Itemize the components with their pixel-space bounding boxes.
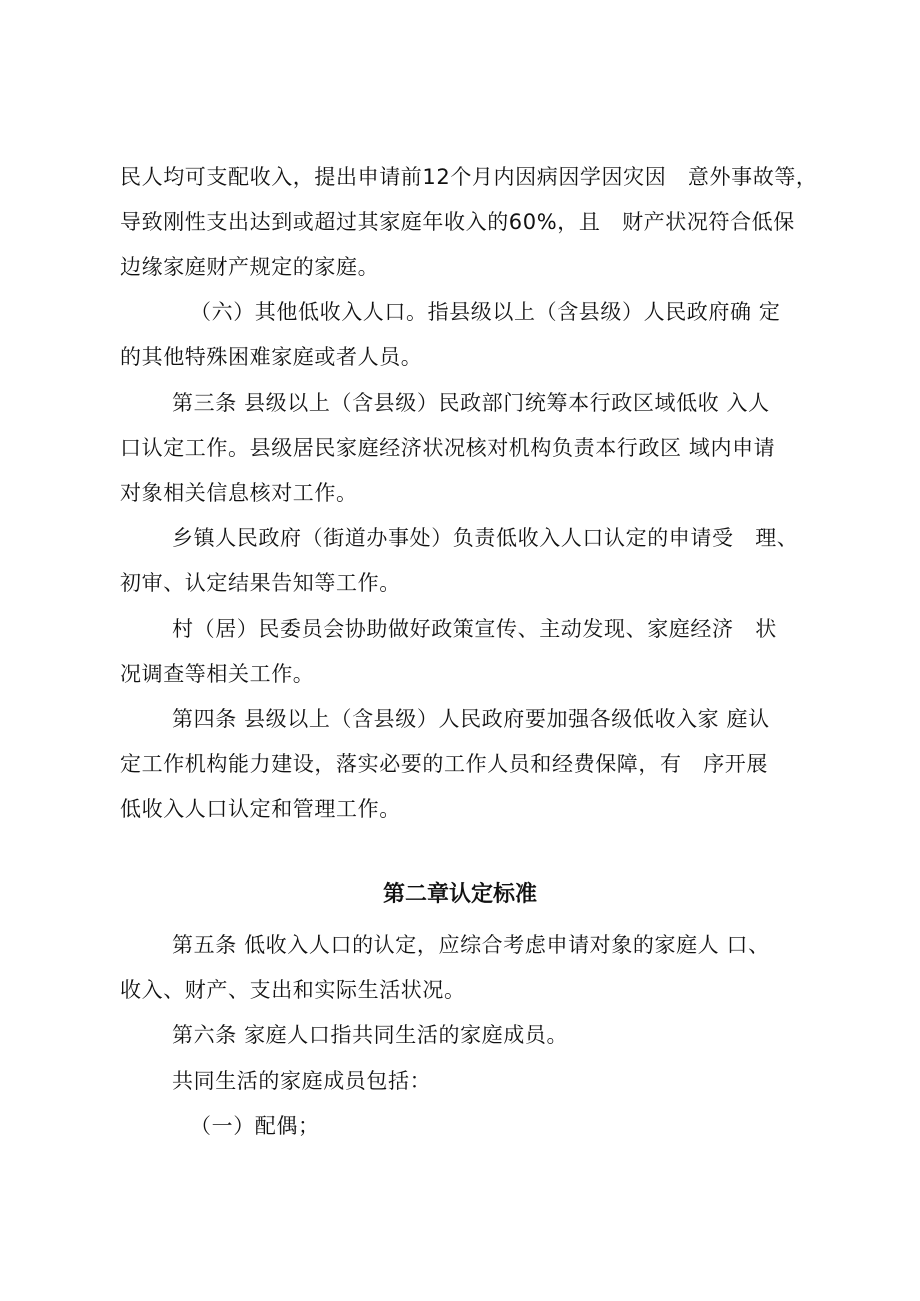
text-line: 民人均可支配收入，提出申请前12个月内因病因学因灾因 意外事故等， (120, 165, 818, 189)
text-line: 第五条 低收入人口的认定，应综合考虑申请对象的家庭人 口、 (172, 933, 770, 957)
text-line: 收入、财产、支出和实际生活状况。 (120, 978, 466, 1002)
text-line: 第三条 县级以上（含县级）民政部门统筹本行政区域低收 入人 (172, 391, 770, 415)
text-line: 对象相关信息核对工作。 (120, 481, 358, 505)
text-line: 的其他特殊困难家庭或者人员。 (120, 345, 423, 369)
text-line: 边缘家庭财产规定的家庭。 (120, 255, 380, 279)
text-line: 初审、认定结果告知等工作。 (120, 571, 401, 595)
text-line: 乡镇人民政府（街道办事处）负责低收入人口认定的申请受 理、 (172, 526, 799, 550)
text-line: 第六条 家庭人口指共同生活的家庭成员。 (172, 1023, 569, 1047)
text-line: 低收入人口认定和管理工作。 (120, 797, 401, 821)
text-line: （六）其他低收入人口。指县级以上（含县级）人民政府确 定 (190, 300, 781, 324)
text-line: 第四条 县级以上（含县级）人民政府要加强各级低收入家 庭认 (172, 707, 770, 731)
text-line: 导致刚性支出达到或超过其家庭年收入的60%，且 财产状况符合低保 (120, 210, 795, 234)
text-line: 村（居）民委员会协助做好政策宣传、主动发现、家庭经济 状 (172, 617, 777, 641)
text-line: 况调查等相关工作。 (120, 662, 315, 686)
chapter-heading: 第二章认定标准 (382, 882, 537, 907)
text-line: 共同生活的家庭成员包括： (172, 1069, 432, 1093)
text-line: 口认定工作。县级居民家庭经济状况核对机构负责本行政区 域内申请 (120, 436, 776, 460)
text-line: （一）配偶； (190, 1114, 320, 1138)
text-line: 定工作机构能力建设，落实必要的工作人员和经费保障，有 序开展 (120, 752, 768, 776)
